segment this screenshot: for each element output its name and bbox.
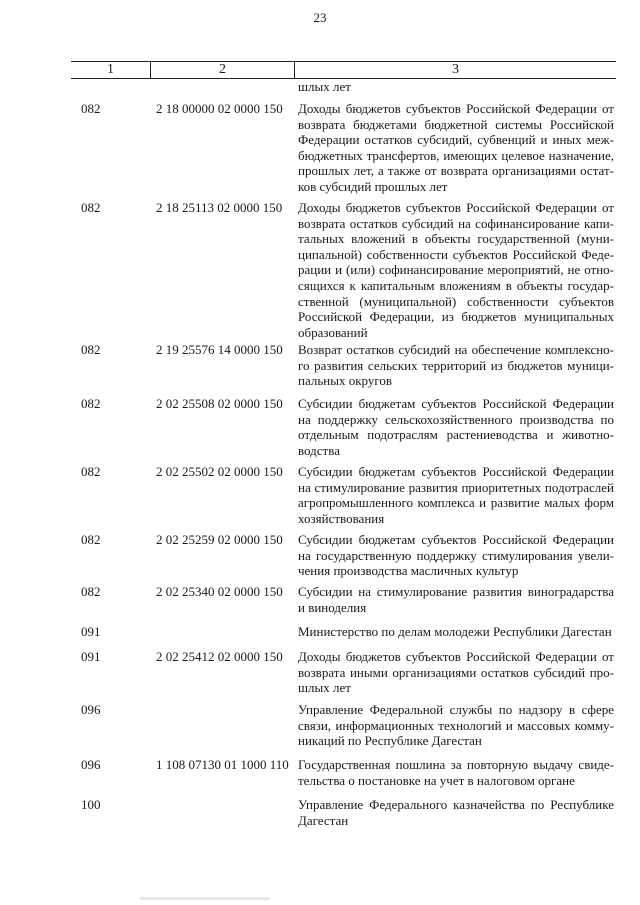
row-description [298, 757, 614, 788]
description-line: Доходы бюджетов субъектов Российской Федерации от [298, 649, 614, 664]
description-line: и виноделия [298, 599, 367, 615]
continuation-text: шлых лет [298, 79, 351, 94]
description-line: Управление Федерального казначейства по Республике [298, 797, 614, 812]
row-kbk: 2 02 25412 02 0000 150 [156, 649, 283, 664]
description-line: прошлых лет, а также от возврата организациями остат- [298, 163, 614, 179]
header-col-3: 3 [452, 62, 459, 77]
description-line: никаций по Республике Дагестан [298, 733, 482, 749]
page-number: 23 [313, 10, 327, 25]
description-line: Субсидии бюджетам субъектов Российской Федерации [298, 396, 614, 411]
description-line: Государственная пошлина за повторную выдачу свиде- [298, 757, 614, 772]
row-code: 096 [81, 757, 101, 772]
description-line: ципальной) собственности субъектов Российской Феде- [298, 246, 614, 262]
row-kbk: 2 18 25113 02 0000 150 [156, 200, 283, 215]
row-description [298, 464, 614, 526]
description-line: Субсидии бюджетам субъектов Российской Федерации [298, 532, 614, 547]
description-line: связи, информационных технологий и массовых комму- [298, 717, 614, 733]
description-line: чения производства масличных культур [298, 563, 519, 579]
description-line: возврата иными организациями остатков субсидий про- [298, 664, 614, 680]
row-kbk: 2 02 25340 02 0000 150 [156, 584, 283, 599]
row-kbk: 1 108 07130 01 1000 110 [156, 757, 289, 772]
row-code: 100 [81, 797, 101, 812]
row-description [298, 649, 614, 696]
description-line: ственной (муниципальной) собственности субъектов [298, 293, 614, 309]
description-line: Федерации остатков субсидий, субвенций и иных меж- [298, 132, 614, 148]
description-line: Доходы бюджетов субъектов Российской Федерации от [298, 200, 614, 215]
row-description [298, 532, 614, 579]
row-code: 082 [81, 532, 101, 547]
description-line: тельства о постановке на учет в налоговом органе [298, 772, 575, 788]
row-description [298, 396, 614, 458]
row-description [298, 584, 614, 615]
row-kbk: 2 02 25502 02 0000 150 [156, 464, 283, 479]
row-code: 082 [81, 200, 101, 215]
description-line: Дагестан [298, 812, 349, 828]
description-line: пальных округов [298, 373, 392, 389]
description-line: на государственную поддержку стимулирования увели- [298, 547, 614, 563]
description-line: Управление Федеральной службы по надзору в сфере [298, 702, 614, 717]
description-line: тальных вложений в объекты государственной (муни- [298, 231, 614, 247]
description-line: Российской Федерации, из бюджетов муниципальных [298, 309, 614, 325]
row-kbk: 2 19 25576 14 0000 150 [156, 342, 283, 357]
scan-artifact [140, 897, 270, 900]
row-description [298, 342, 614, 389]
row-code: 082 [81, 342, 101, 357]
row-kbk: 2 02 25508 02 0000 150 [156, 396, 283, 411]
description-line: возврата бюджетами бюджетной системы Российской [298, 116, 614, 132]
description-line: на поддержку сельскохозяйственного производства по [298, 411, 614, 427]
row-description [298, 702, 614, 749]
description-line: Министерство по делам молодежи Республики Дагестан [298, 624, 612, 639]
row-code: 082 [81, 101, 101, 116]
description-line: Субсидии бюджетам субъектов Российской Федерации [298, 464, 614, 479]
row-description [298, 101, 614, 195]
description-line: Доходы бюджетов субъектов Российской Федерации от [298, 101, 614, 116]
description-line: водства [298, 442, 340, 458]
description-line: Субсидии на стимулирование развития виноградарства [298, 584, 614, 599]
row-code: 091 [81, 624, 101, 639]
row-kbk: 2 02 25259 02 0000 150 [156, 532, 283, 547]
description-line: рации и (или) софинансирование мероприятий, не отно- [298, 262, 614, 278]
description-line: бюджетных трансфертов, имеющих целевое назначение, [298, 147, 614, 163]
description-line: шлых лет [298, 680, 351, 696]
header-col-2: 2 [151, 62, 295, 78]
table-header [71, 61, 616, 79]
row-code: 096 [81, 702, 101, 717]
row-description [298, 624, 614, 640]
row-kbk: 2 18 00000 02 0000 150 [156, 101, 283, 116]
row-code: 082 [81, 584, 101, 599]
row-description [298, 200, 614, 340]
description-line: на стимулирование развития приоритетных подотраслей [298, 479, 614, 495]
description-line: го развития сельских территорий из бюджетов муници- [298, 357, 614, 373]
description-line: Возврат остатков субсидий на обеспечение комплексно- [298, 342, 614, 357]
row-code: 082 [81, 396, 101, 411]
row-code: 091 [81, 649, 101, 664]
header-col-1: 1 [71, 62, 151, 78]
description-line: ков субсидий прошлых лет [298, 178, 448, 194]
description-line: отдельным подотраслям растениеводства и животно- [298, 427, 614, 443]
description-line: агропромышленного комплекса и развитие малых форм [298, 495, 614, 511]
description-line: образований [298, 324, 368, 340]
description-line: возврата остатков субсидий на софинансирование капи- [298, 215, 614, 231]
row-description [298, 797, 614, 828]
description-line: сящихся к капитальным вложениям в объекты государ- [298, 277, 614, 293]
row-code: 082 [81, 464, 101, 479]
description-line: хозяйствования [298, 510, 385, 526]
